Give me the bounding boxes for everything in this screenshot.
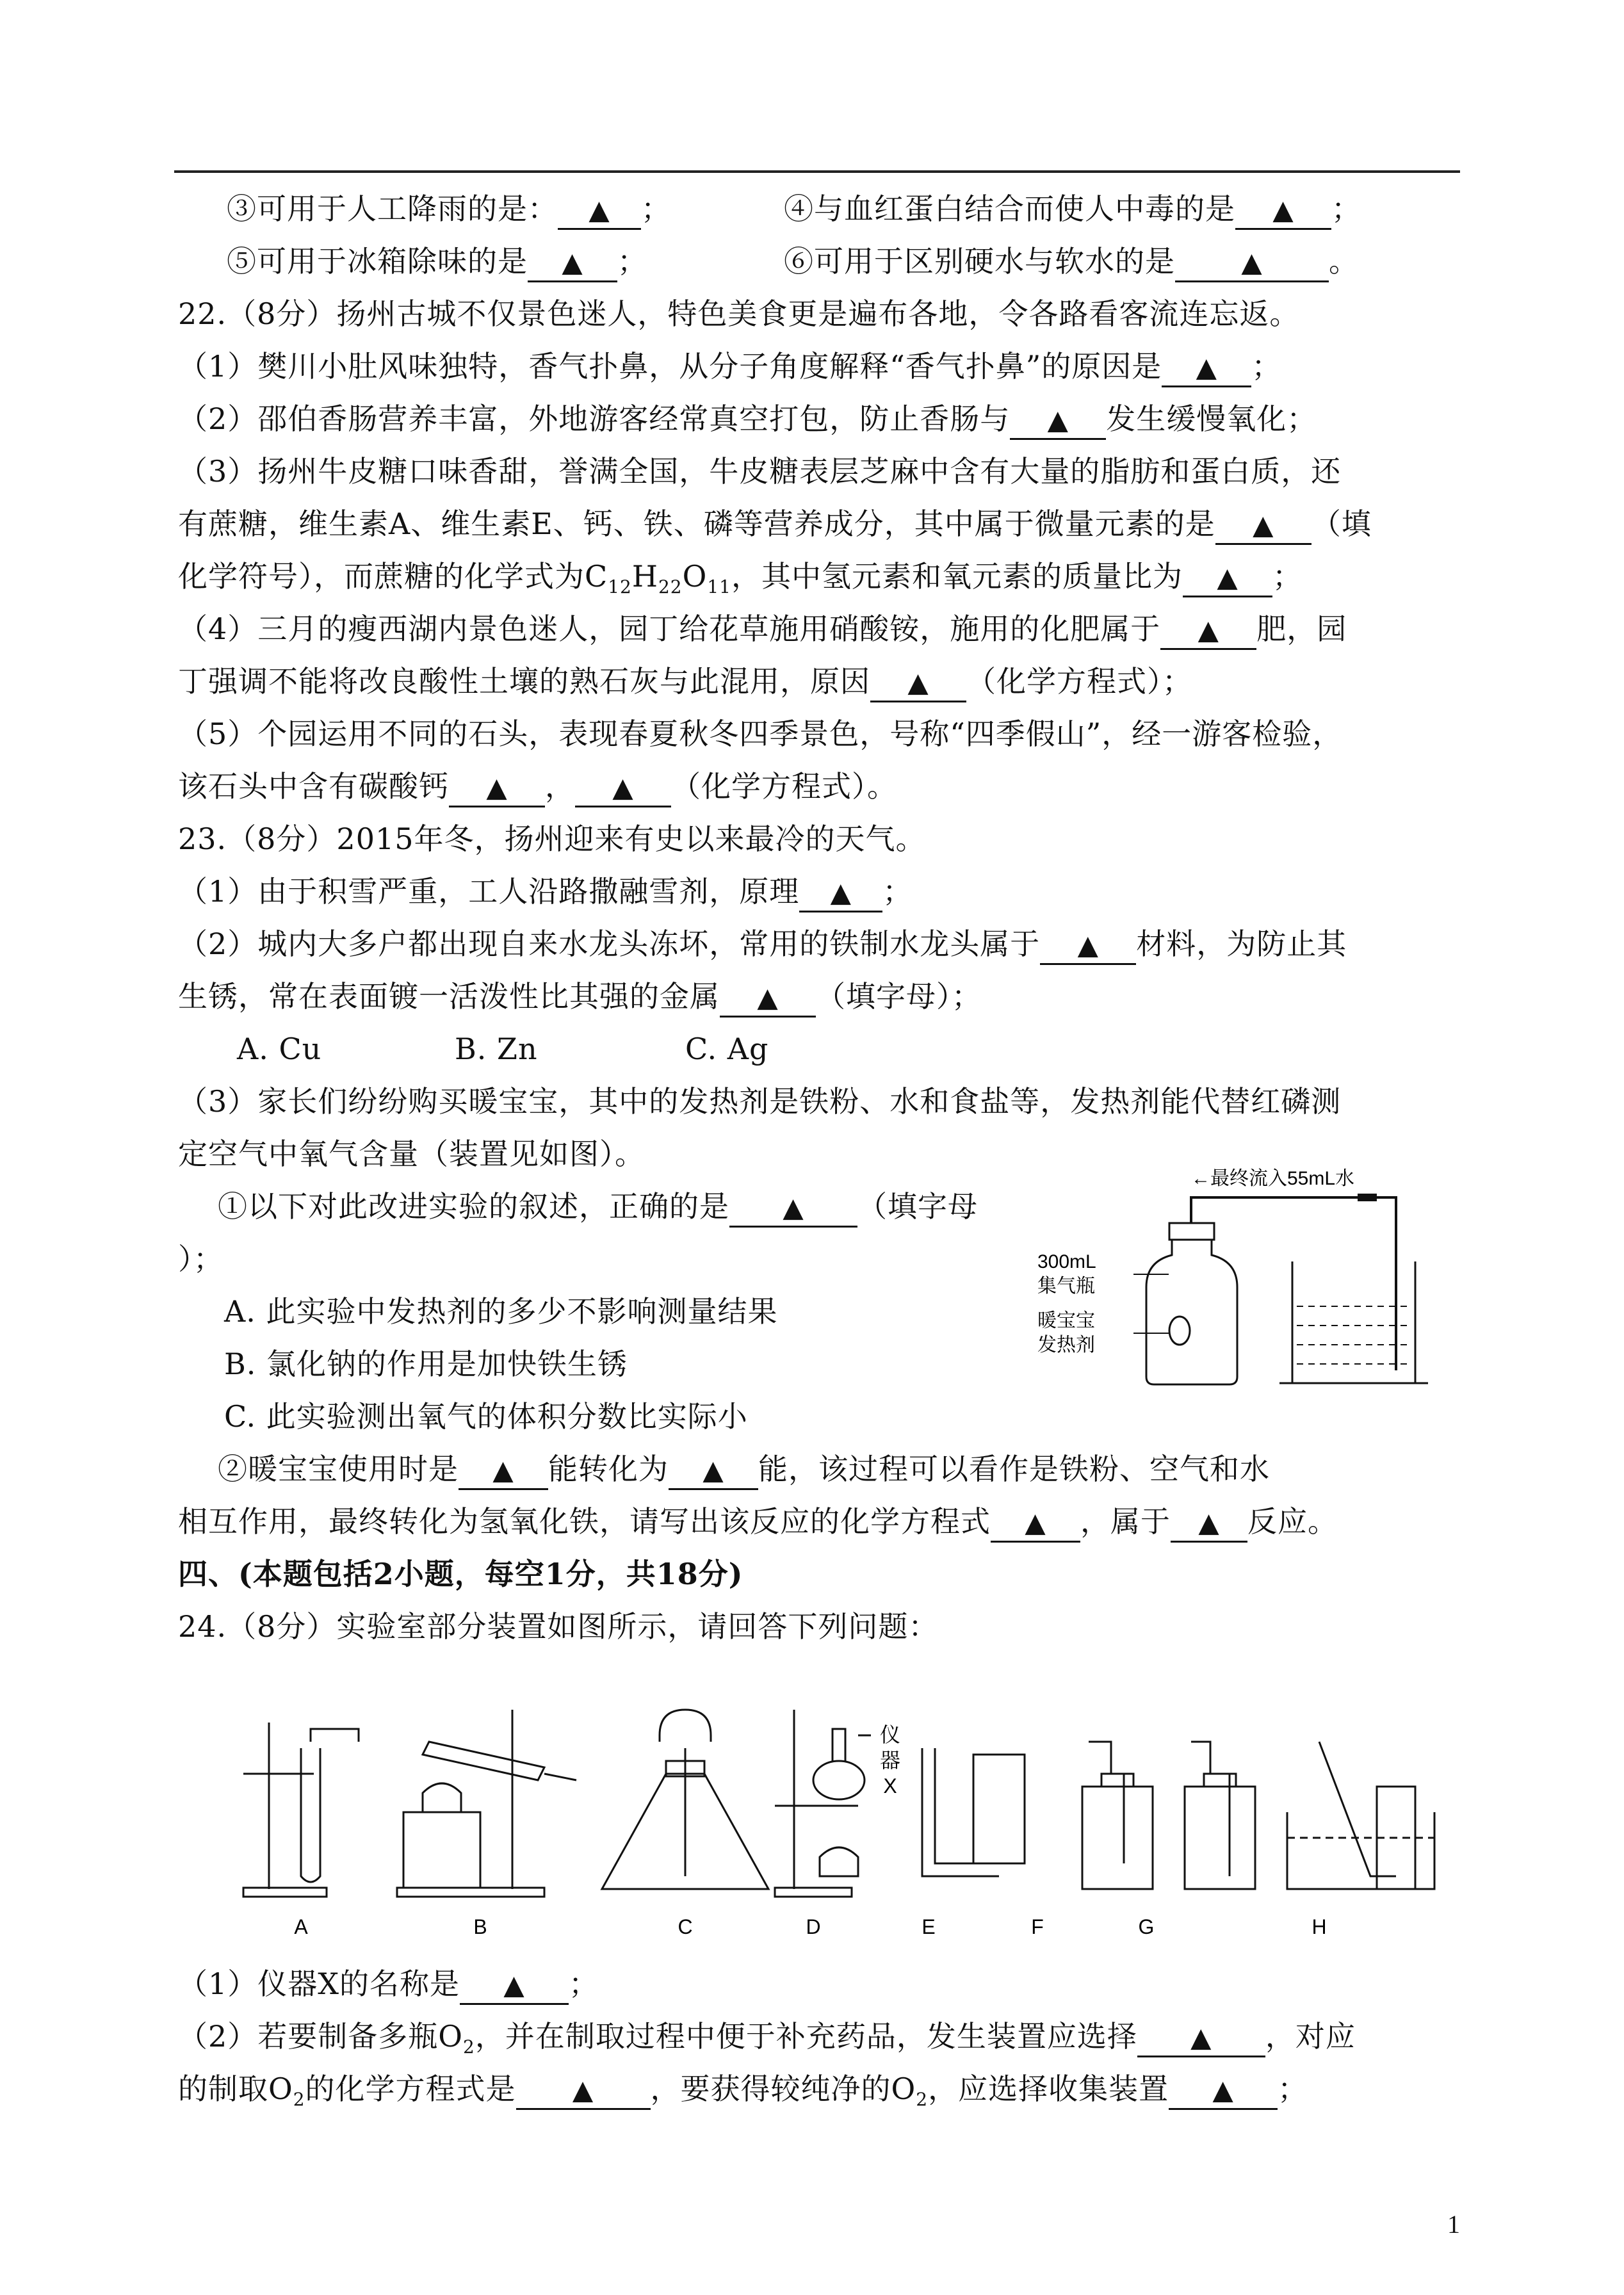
q23-part3-q2-line2 [178, 1502, 1470, 1543]
label-e: E [922, 1915, 936, 1938]
q24-part2-line2 [178, 2070, 1470, 2119]
q23-part2-text: （2）城内大多户都出现自来水龙头冻坏，常用的铁制水龙头属于 [178, 927, 1041, 961]
q24-part2-text2: 的制取O [178, 2072, 293, 2106]
punct: ； [641, 191, 671, 226]
answer-blank[interactable]: ▲ [1175, 245, 1329, 282]
answer-blank[interactable]: ▲ [528, 245, 617, 282]
answer-blank[interactable]: ▲ [1010, 402, 1106, 440]
q22-part3-line1: （3）扬州牛皮糖口味香甜，誉满全国，牛皮糖表层芝麻中含有大量的脂肪和蛋白质，还 [178, 454, 1342, 489]
q22-part4-text2: 丁强调不能将改良酸性土壤的熟石灰与此混用，原因 [178, 664, 870, 699]
q22-part5-tail: （化学方程式）。 [671, 769, 897, 804]
sub-11: 11 [707, 576, 731, 598]
mass-ratio-text: ，其中氢元素和氧元素的质量比为 [731, 559, 1183, 594]
q23-part3-q2-mid: 能转化为 [548, 1452, 669, 1486]
sub-2: 2 [462, 2036, 475, 2058]
answer-blank[interactable]: ▲ [991, 1505, 1080, 1543]
section-4-heading: 四、(本题包括2小题，每空1分，共18分) [178, 1557, 743, 1591]
q23-option-c: C. Ag [685, 1032, 769, 1066]
q23-part3-q2-text2: 相互作用，最终转化为氢氧化铁，请写出该反应的化学方程式 [178, 1504, 991, 1539]
header-rule [174, 170, 1460, 173]
q22-title: 22.（8分）扬州古城不仅景色迷人，特色美食更是遍布各地，令各路看客流连忘返。 [178, 296, 1300, 331]
label-h: H [1311, 1915, 1327, 1938]
q22-part5-text: 该石头中含有碳酸钙 [178, 769, 449, 804]
beaker [1279, 1261, 1428, 1383]
punct: ， [545, 769, 575, 804]
q22-part3-tail: （填 [1311, 507, 1372, 541]
q21-item-3: ③可用于人工降雨的是： [227, 191, 558, 226]
q23-part3-q2-tail: 能，该过程可以看作是铁粉、空气和水 [758, 1452, 1270, 1486]
q24-part2-mid: ，并在制取过程中便于补充药品，发生装置应选择 [475, 2019, 1137, 2054]
apparatus-g [1185, 1742, 1255, 1889]
punct: ； [1331, 191, 1361, 226]
q24-part2-tail: ，对应 [1265, 2019, 1356, 2054]
answer-blank[interactable]: ▲ [1137, 2020, 1265, 2057]
q21-item-5-text: ⑤可用于冰箱除味的是 [227, 244, 528, 279]
punct: ； [617, 244, 647, 279]
answer-blank[interactable]: ▲ [1215, 507, 1311, 545]
q22-part4-line2 [178, 662, 1470, 702]
punct: ； [1272, 559, 1303, 594]
apparatus-d [775, 1710, 871, 1897]
answer-blank[interactable]: ▲ [1235, 192, 1331, 230]
glass-tube [1191, 1197, 1396, 1370]
apparatus-e [922, 1748, 1025, 1876]
q24-part1 [178, 1965, 1470, 2005]
answer-blank[interactable]: ▲ [516, 2072, 651, 2110]
answer-blank[interactable]: ▲ [558, 192, 641, 230]
answer-blank[interactable]: ▲ [459, 1452, 548, 1490]
q22-part5-line2 [178, 767, 1470, 807]
q23-part3-q2-tail2: 反应。 [1247, 1504, 1338, 1539]
gas-bottle [1146, 1223, 1237, 1384]
apparatus-b [397, 1710, 576, 1897]
q23-part1-text: （1）由于积雪严重，工人沿路撒融雪剂，原理 [178, 874, 800, 909]
answer-blank[interactable]: ▲ [1160, 612, 1256, 650]
answer-blank[interactable]: ▲ [575, 770, 671, 807]
q23-part2-tail2: （填字母）； [816, 979, 982, 1014]
q23-option-b: B. Zn [455, 1032, 538, 1066]
q22-part2 [178, 400, 1470, 440]
bottle-label-1: 300mL [1037, 1251, 1096, 1272]
instrument-x-label-3: X [883, 1774, 897, 1797]
apparatus-f [1082, 1742, 1153, 1889]
label-c: C [678, 1915, 693, 1938]
punct: ； [882, 874, 913, 909]
q23-part2-tail: 材料，为防止其 [1136, 927, 1347, 961]
q24-part2-text: （2）若要制备多瓶O [178, 2019, 463, 2054]
label-b: B [473, 1915, 487, 1938]
q23-option-a: A. Cu [237, 1032, 322, 1066]
sub-12: 12 [608, 576, 632, 598]
answer-blank[interactable]: ▲ [669, 1452, 758, 1490]
apparatus-h [1287, 1742, 1434, 1889]
answer-blank[interactable]: ▲ [1171, 1505, 1247, 1543]
q22-part1-text: （1）樊川小肚风味独特，香气扑鼻，从分子角度解释“香气扑鼻”的原因是 [178, 349, 1162, 384]
apparatus-a [243, 1723, 359, 1897]
q22-part4-text: （4）三月的瘦西湖内景色迷人，园丁给花草施用硝酸铵，施用的化肥属于 [178, 612, 1161, 646]
q23-part3-q1-text: ①以下对此改进实验的叙述，正确的是 [218, 1189, 729, 1224]
answer-blank[interactable]: ▲ [720, 980, 816, 1018]
q24-part2-mid4: ，应选择收集装置 [928, 2072, 1169, 2106]
q24-title: 24.（8分）实验室部分装置如图所示，请回答下列问题： [178, 1609, 939, 1644]
formula-o: O [682, 559, 708, 594]
label-d: D [806, 1915, 821, 1938]
heat-label-1: 暖宝宝 [1037, 1310, 1095, 1331]
q23-part3-opt-c: C. 此实验测出氧气的体积分数比实际小 [224, 1399, 748, 1434]
answer-blank[interactable]: ▲ [1183, 560, 1272, 597]
sub-2: 2 [293, 2089, 305, 2111]
q23-part2-line2 [178, 977, 1470, 1018]
q23-part3-q1-tail: （填字母 [857, 1189, 978, 1224]
q22-part4-line1 [178, 610, 1470, 650]
q22-part2-text: （2）邵伯香肠营养丰富，外地游客经常真空打包，防止香肠与 [178, 401, 1011, 436]
label-g: G [1138, 1915, 1155, 1938]
q23-title: 23.（8分）2015年冬，扬州迎来有史以来最冷的天气。 [178, 822, 926, 856]
page-number: 1 [1447, 2210, 1460, 2239]
q23-part3-q1-end: ）； [178, 1242, 223, 1276]
q23-part3-q2-line1 [218, 1450, 1470, 1490]
q23-part1 [178, 872, 1470, 912]
q22-part2-tail: 发生缓慢氧化； [1106, 401, 1317, 436]
punct: 。 [1329, 244, 1359, 279]
sub-2: 2 [916, 2089, 929, 2111]
q22-part1 [178, 347, 1470, 387]
punct: ； [569, 1967, 599, 2001]
q23-part2-line1 [178, 925, 1470, 965]
answer-blank[interactable]: ▲ [460, 1967, 569, 2005]
q22-part4-tail2: （化学方程式）； [966, 664, 1192, 699]
instrument-x-label-1: 仪 [879, 1723, 901, 1746]
tube-clamp [1358, 1194, 1377, 1201]
q23-part3-q2-mid2: ，属于 [1080, 1504, 1171, 1539]
answer-blank[interactable]: ▲ [1169, 2072, 1278, 2110]
q22-part3-line2 [178, 505, 1470, 545]
q23-part3-line2: 定空气中氧气含量（装置见如图）。 [178, 1137, 645, 1171]
q22-part4-tail: 肥，园 [1256, 612, 1347, 646]
q21-item-6-text: ⑥可用于区别硬水与软水的是 [784, 244, 1175, 279]
answer-blank[interactable]: ▲ [449, 770, 545, 807]
q21-line-4 [784, 190, 1470, 230]
q23-part2-text2: 生锈，常在表面镀一活泼性比其强的金属 [178, 979, 720, 1014]
label-a: A [294, 1915, 308, 1938]
q23-part3-q2-text: ②暖宝宝使用时是 [218, 1452, 459, 1486]
formula-h: H [631, 559, 658, 594]
lab-apparatus-figure [231, 1684, 1447, 1953]
q24-part2-line1 [178, 2017, 1470, 2066]
answer-blank[interactable]: ▲ [1040, 927, 1136, 965]
q24-part2-mid2: 的化学方程式是 [305, 2072, 516, 2106]
q23-part3-opt-a: A. 此实验中发热剂的多少不影响测量结果 [224, 1294, 778, 1329]
q21-item-6 [784, 242, 1470, 282]
answer-blank[interactable]: ▲ [799, 875, 882, 912]
apparatus-c [602, 1710, 768, 1889]
instrument-x-label-2: 器 [879, 1749, 901, 1772]
q21-item-4: ④与血红蛋白结合而使人中毒的是 [784, 191, 1235, 226]
bottle-label-2: 集气瓶 [1037, 1276, 1095, 1297]
q23-part3-opt-b: B. 氯化钠的作用是加快铁生锈 [224, 1347, 628, 1381]
q22-part3-text: 有蔗糖，维生素A、维生素E、钙、铁、磷等营养成分，其中属于微量元素的是 [178, 507, 1215, 541]
heat-label-2: 发热剂 [1037, 1334, 1095, 1356]
answer-blank[interactable]: ▲ [729, 1190, 857, 1228]
sub-22: 22 [658, 576, 683, 598]
sucrose-formula-text: 化学符号），而蔗糖的化学式为C [178, 559, 608, 594]
q24-part1-text: （1）仪器X的名称是 [178, 1967, 460, 2001]
answer-blank[interactable]: ▲ [1162, 350, 1251, 387]
q22-part3-line3 [178, 557, 1470, 606]
flow-label: ←最终流入55mL水 [1191, 1168, 1355, 1189]
oxygen-measurement-figure [1037, 1159, 1434, 1402]
q24-part2-mid3: ，要获得较纯净的O [650, 2072, 916, 2106]
answer-blank[interactable]: ▲ [870, 665, 966, 702]
label-f: F [1031, 1915, 1044, 1938]
q22-part5-line1: （5）个园运用不同的石头，表现春夏秋冬四季景色，号称“四季假山”，经一游客检验， [178, 717, 1343, 751]
apparatus-labels [294, 1723, 1326, 1938]
q23-part3-line1: （3）家长们纷纷购买暖宝宝，其中的发热剂是铁粉、水和食盐等，发热剂能代替红磷测 [178, 1084, 1342, 1119]
punct: ； [1278, 2072, 1308, 2106]
heat-pack [1169, 1317, 1190, 1345]
punct: ； [1251, 349, 1282, 384]
